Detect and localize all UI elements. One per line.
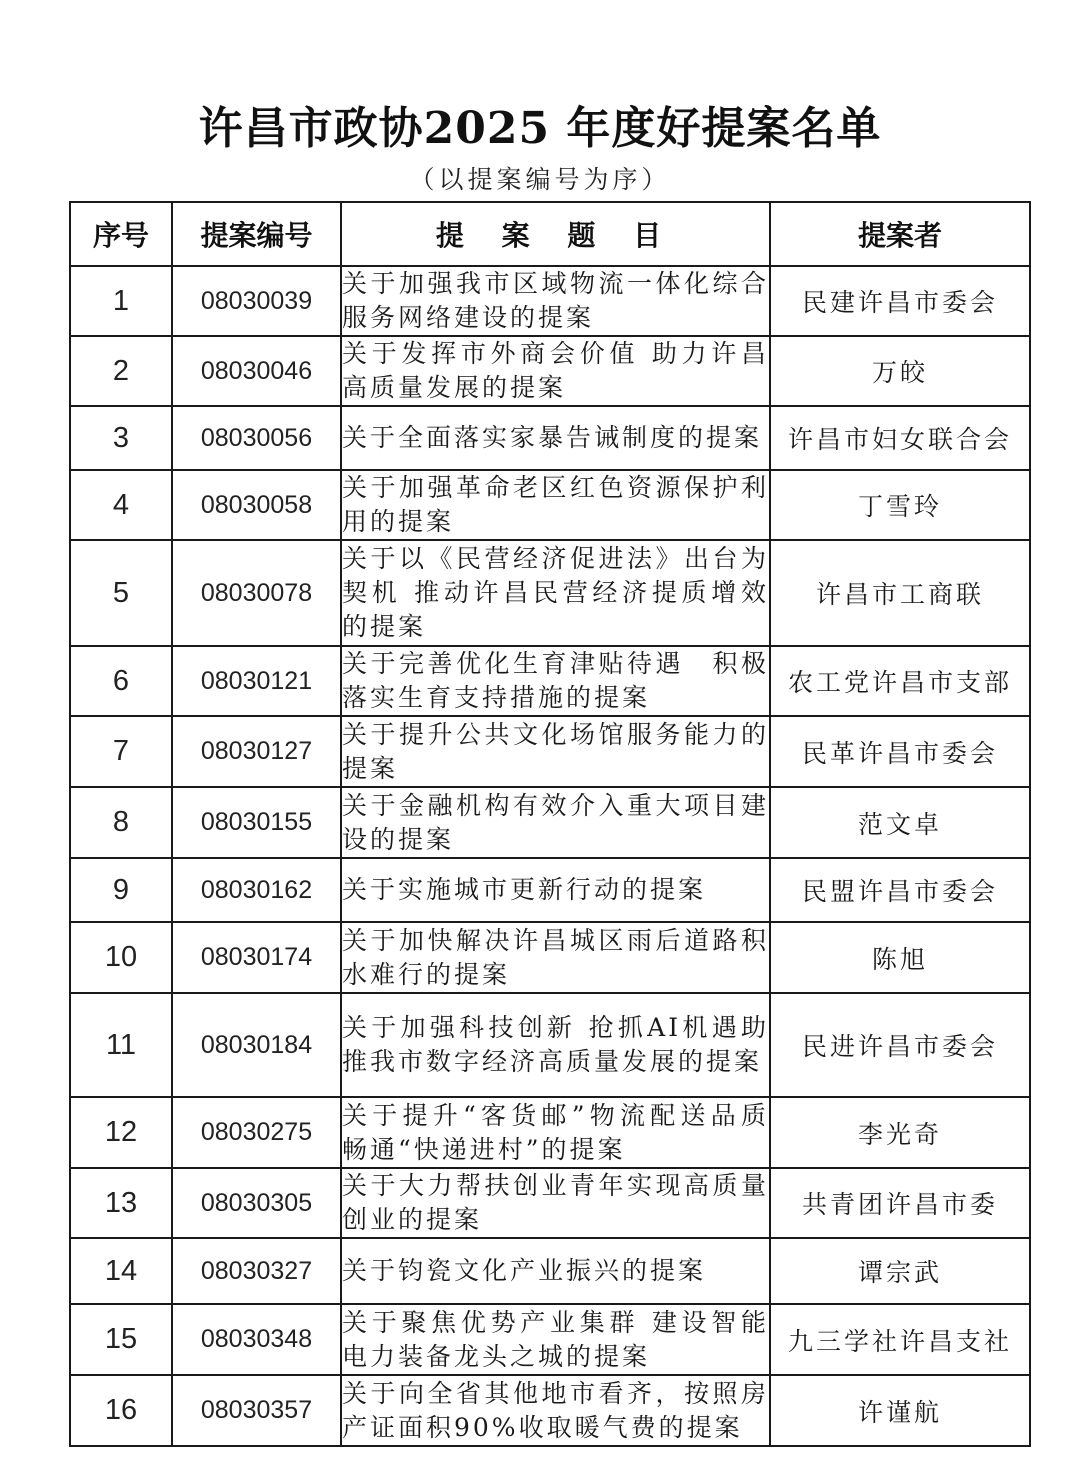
table-row — [70, 646, 1030, 716]
row-number: 1 — [70, 266, 172, 336]
page-title: 许昌市政协2025 年度好提案名单 — [198, 103, 882, 154]
proposal-code: 08030155 — [172, 787, 341, 858]
proposal-code: 08030357 — [172, 1375, 341, 1446]
proposal-topic: 关于提升公共文化场馆服务能力的提案 — [341, 716, 770, 787]
proposal-author: 民进许昌市委会 — [770, 993, 1030, 1097]
proposal-code: 08030127 — [172, 716, 341, 787]
header-no: 序号 — [70, 202, 172, 266]
proposal-topic: 关于完善优化生育津贴待遇 积极落实生育支持措施的提案 — [341, 646, 770, 716]
page-subtitle: （以提案编号为序） — [409, 165, 671, 194]
row-number: 9 — [70, 858, 172, 922]
proposal-code: 08030348 — [172, 1304, 341, 1375]
proposal-code: 08030056 — [172, 406, 341, 470]
proposal-topic: 关于向全省其他地市看齐，按照房产证面积90%收取暖气费的提案 — [341, 1375, 770, 1446]
proposal-topic: 关于发挥市外商会价值 助力许昌高质量发展的提案 — [341, 336, 770, 406]
table-row — [70, 716, 1030, 787]
table-row — [70, 406, 1030, 470]
table-row — [70, 1304, 1030, 1375]
row-number: 15 — [70, 1304, 172, 1375]
proposal-author: 万皎 — [770, 336, 1030, 406]
proposal-topic: 关于钧瓷文化产业振兴的提案 — [341, 1238, 770, 1304]
row-number: 3 — [70, 406, 172, 470]
proposal-author: 民盟许昌市委会 — [770, 858, 1030, 922]
proposal-code: 08030058 — [172, 470, 341, 540]
table-row — [70, 266, 1030, 336]
proposal-code: 08030174 — [172, 922, 341, 993]
table-row — [70, 922, 1030, 993]
row-number: 6 — [70, 646, 172, 716]
proposal-topic: 关于金融机构有效介入重大项目建设的提案 — [341, 787, 770, 858]
row-number: 16 — [70, 1375, 172, 1446]
row-number: 7 — [70, 716, 172, 787]
proposal-author: 范文卓 — [770, 787, 1030, 858]
proposal-topic: 关于提升“客货邮”物流配送品质 畅通“快递进村”的提案 — [341, 1097, 770, 1168]
header-topic: 提 案 题 目 — [341, 202, 770, 266]
proposal-code: 08030039 — [172, 266, 341, 336]
proposal-author: 九三学社许昌支社 — [770, 1304, 1030, 1375]
proposal-code: 08030327 — [172, 1238, 341, 1304]
row-number: 2 — [70, 336, 172, 406]
header-author: 提案者 — [770, 202, 1030, 266]
row-number: 5 — [70, 540, 172, 646]
proposal-author: 许昌市工商联 — [770, 540, 1030, 646]
proposal-author: 共青团许昌市委 — [770, 1168, 1030, 1238]
row-number: 8 — [70, 787, 172, 858]
proposal-author: 许谨航 — [770, 1375, 1030, 1446]
proposal-author: 谭宗武 — [770, 1238, 1030, 1304]
proposal-topic: 关于加强我市区域物流一体化综合服务网络建设的提案 — [341, 266, 770, 336]
proposal-topic: 关于加强科技创新 抢抓AI机遇助推我市数字经济高质量发展的提案 — [341, 993, 770, 1097]
proposal-code: 08030184 — [172, 993, 341, 1097]
row-number: 10 — [70, 922, 172, 993]
proposal-author: 许昌市妇女联合会 — [770, 406, 1030, 470]
table-row — [70, 470, 1030, 540]
row-number: 11 — [70, 993, 172, 1097]
proposal-author: 丁雪玲 — [770, 470, 1030, 540]
header-code: 提案编号 — [172, 202, 341, 266]
proposal-code: 08030121 — [172, 646, 341, 716]
proposal-code: 08030275 — [172, 1097, 341, 1168]
proposal-code: 08030046 — [172, 336, 341, 406]
proposal-topic: 关于以《民营经济促进法》出台为契机 推动许昌民营经济提质增效的提案 — [341, 540, 770, 646]
proposal-code: 08030305 — [172, 1168, 341, 1238]
proposal-topic: 关于实施城市更新行动的提案 — [341, 858, 770, 922]
proposal-code: 08030162 — [172, 858, 341, 922]
row-number: 4 — [70, 470, 172, 540]
table-row — [70, 787, 1030, 858]
proposal-topic: 关于聚焦优势产业集群 建设智能电力装备龙头之城的提案 — [341, 1304, 770, 1375]
table-row — [70, 993, 1030, 1097]
table-row — [70, 540, 1030, 646]
proposal-author: 陈旭 — [770, 922, 1030, 993]
proposal-author: 民建许昌市委会 — [770, 266, 1030, 336]
proposal-table — [69, 201, 1031, 1447]
table-row — [70, 1238, 1030, 1304]
proposal-code: 08030078 — [172, 540, 341, 646]
table-header-row — [70, 202, 1030, 266]
proposal-author: 农工党许昌市支部 — [770, 646, 1030, 716]
table-row — [70, 336, 1030, 406]
table-row — [70, 1097, 1030, 1168]
proposal-topic: 关于加快解决许昌城区雨后道路积水难行的提案 — [341, 922, 770, 993]
row-number: 12 — [70, 1097, 172, 1168]
table-body — [70, 266, 1030, 1446]
proposal-topic: 关于全面落实家暴告诫制度的提案 — [341, 406, 770, 470]
proposal-author: 民革许昌市委会 — [770, 716, 1030, 787]
table-row — [70, 1375, 1030, 1446]
proposal-topic: 关于加强革命老区红色资源保护利用的提案 — [341, 470, 770, 540]
proposal-topic: 关于大力帮扶创业青年实现高质量创业的提案 — [341, 1168, 770, 1238]
table-row — [70, 858, 1030, 922]
table-row — [70, 1168, 1030, 1238]
row-number: 13 — [70, 1168, 172, 1238]
proposal-author: 李光奇 — [770, 1097, 1030, 1168]
row-number: 14 — [70, 1238, 172, 1304]
